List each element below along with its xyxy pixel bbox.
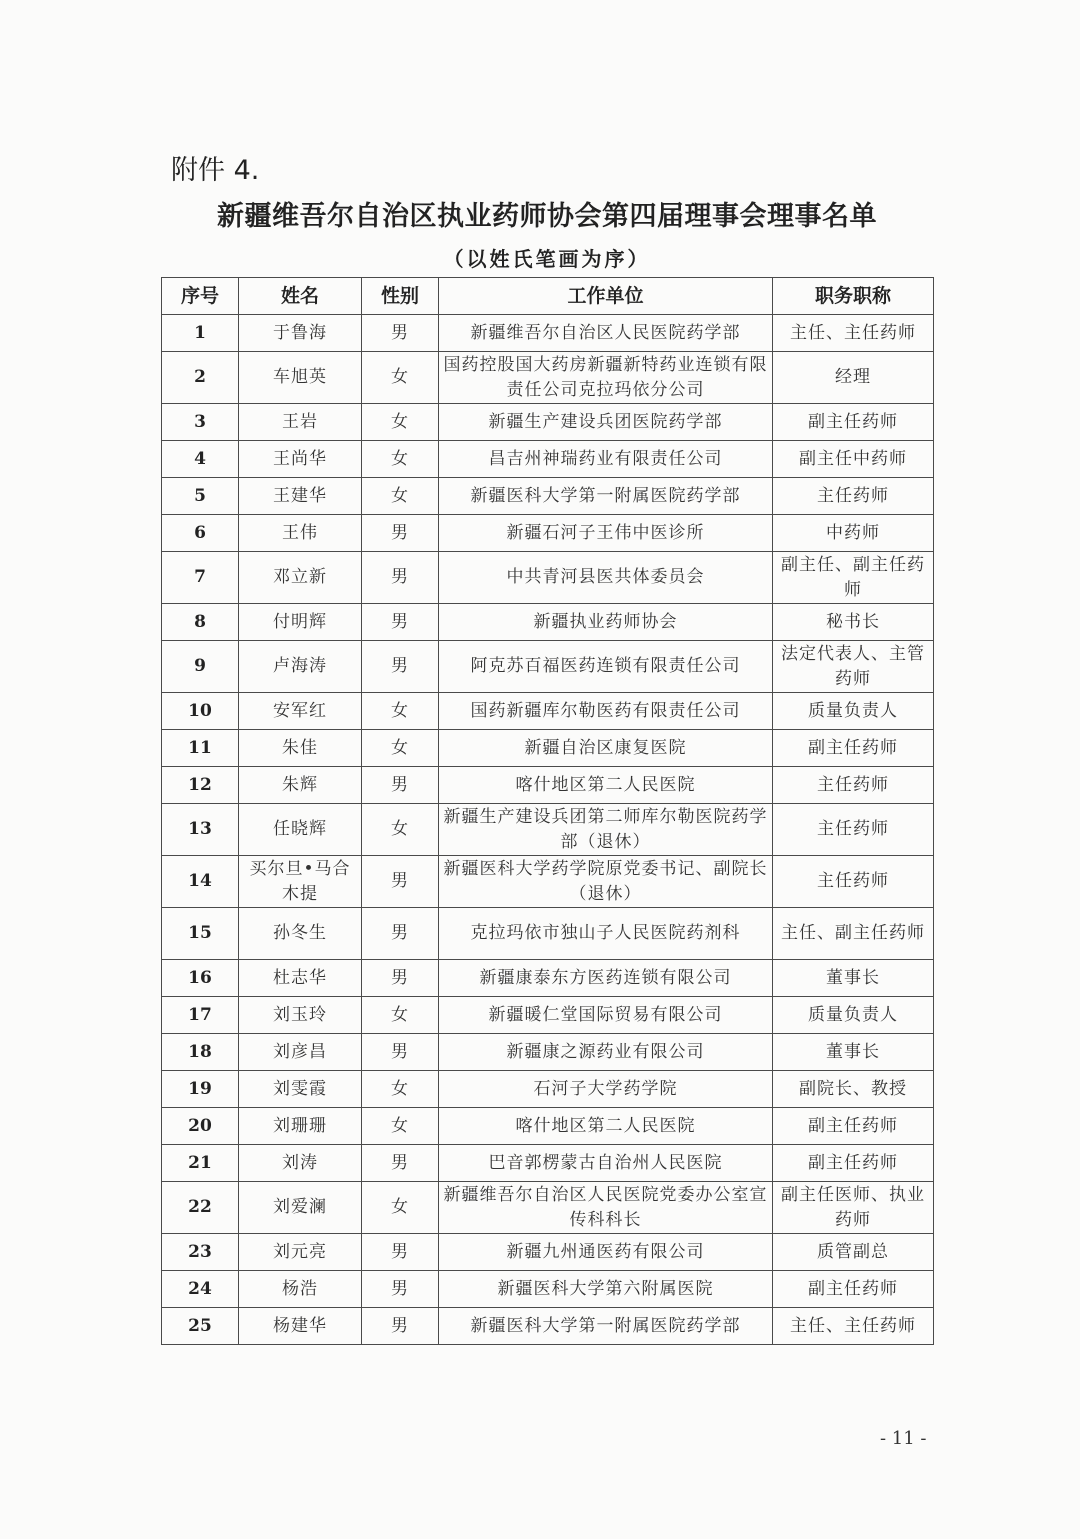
cell-work-unit: 新疆康泰东方医药连锁有限公司 — [439, 960, 773, 997]
cell-name: 杨建华 — [239, 1308, 362, 1345]
cell-gender: 男 — [362, 960, 439, 997]
cell-position-title: 副主任药师 — [773, 730, 934, 767]
cell-name: 王伟 — [239, 515, 362, 552]
cell-work-unit: 新疆医科大学第一附属医院药学部 — [439, 1308, 773, 1345]
cell-position-title: 主任药师 — [773, 767, 934, 804]
cell-gender: 男 — [362, 1308, 439, 1345]
cell-seq: 8 — [162, 604, 239, 641]
cell-work-unit: 新疆医科大学第六附属医院 — [439, 1271, 773, 1308]
table-row — [162, 767, 934, 804]
cell-name: 孙冬生 — [239, 908, 362, 960]
table-row — [162, 804, 934, 856]
cell-name: 刘涛 — [239, 1145, 362, 1182]
cell-gender: 女 — [362, 730, 439, 767]
cell-gender: 女 — [362, 1182, 439, 1234]
cell-gender: 女 — [362, 441, 439, 478]
table-row — [162, 1108, 934, 1145]
cell-seq: 1 — [162, 315, 239, 352]
table-row — [162, 552, 934, 604]
cell-gender: 男 — [362, 908, 439, 960]
cell-name: 刘玉玲 — [239, 997, 362, 1034]
cell-position-title: 质量负责人 — [773, 997, 934, 1034]
cell-work-unit: 新疆康之源药业有限公司 — [439, 1034, 773, 1071]
table-row — [162, 404, 934, 441]
cell-position-title: 经理 — [773, 352, 934, 404]
cell-gender: 女 — [362, 404, 439, 441]
cell-gender: 女 — [362, 478, 439, 515]
cell-name: 刘雯霞 — [239, 1071, 362, 1108]
cell-work-unit: 新疆自治区康复医院 — [439, 730, 773, 767]
header-gender: 性别 — [362, 278, 439, 315]
cell-gender: 男 — [362, 767, 439, 804]
table-row — [162, 1271, 934, 1308]
cell-position-title: 中药师 — [773, 515, 934, 552]
cell-work-unit: 克拉玛依市独山子人民医院药剂科 — [439, 908, 773, 960]
cell-seq: 6 — [162, 515, 239, 552]
cell-work-unit: 巴音郭楞蒙古自治州人民医院 — [439, 1145, 773, 1182]
cell-work-unit: 新疆医科大学药学院原党委书记、副院长（退休） — [439, 856, 773, 908]
cell-position-title: 法定代表人、主管药师 — [773, 641, 934, 693]
cell-gender: 男 — [362, 1145, 439, 1182]
header-name: 姓名 — [239, 278, 362, 315]
cell-gender: 男 — [362, 1034, 439, 1071]
table-row — [162, 856, 934, 908]
cell-work-unit: 新疆生产建设兵团第二师库尔勒医院药学部（退休） — [439, 804, 773, 856]
cell-position-title: 副主任药师 — [773, 1271, 934, 1308]
cell-position-title: 主任、主任药师 — [773, 315, 934, 352]
cell-position-title: 副主任医师、执业药师 — [773, 1182, 934, 1234]
cell-work-unit: 新疆九州通医药有限公司 — [439, 1234, 773, 1271]
cell-seq: 9 — [162, 641, 239, 693]
table-row — [162, 604, 934, 641]
header-position-title: 职务职称 — [773, 278, 934, 315]
cell-seq: 4 — [162, 441, 239, 478]
table-row — [162, 1234, 934, 1271]
cell-work-unit: 阿克苏百福医药连锁有限责任公司 — [439, 641, 773, 693]
cell-name: 刘爱澜 — [239, 1182, 362, 1234]
cell-gender: 男 — [362, 856, 439, 908]
cell-gender: 男 — [362, 515, 439, 552]
cell-gender: 男 — [362, 1234, 439, 1271]
cell-position-title: 主任、副主任药师 — [773, 908, 934, 960]
table-body — [162, 315, 934, 1345]
cell-gender: 男 — [362, 1271, 439, 1308]
cell-work-unit: 新疆执业药师协会 — [439, 604, 773, 641]
table-row — [162, 1145, 934, 1182]
cell-name: 杜志华 — [239, 960, 362, 997]
document-subtitle: （以姓氏笔画为序） — [443, 247, 651, 271]
cell-position-title: 主任药师 — [773, 856, 934, 908]
cell-gender: 女 — [362, 804, 439, 856]
cell-position-title: 副主任药师 — [773, 1108, 934, 1145]
cell-seq: 2 — [162, 352, 239, 404]
attachment-label: 附件 4. — [171, 155, 260, 186]
cell-seq: 25 — [162, 1308, 239, 1345]
cell-gender: 男 — [362, 315, 439, 352]
cell-name: 于鲁海 — [239, 315, 362, 352]
cell-name: 安军红 — [239, 693, 362, 730]
cell-seq: 17 — [162, 997, 239, 1034]
cell-work-unit: 国药新疆库尔勒医药有限责任公司 — [439, 693, 773, 730]
cell-seq: 24 — [162, 1271, 239, 1308]
table-row — [162, 478, 934, 515]
cell-work-unit: 新疆维吾尔自治区人民医院党委办公室宣传科科长 — [439, 1182, 773, 1234]
table-row — [162, 1034, 934, 1071]
header-work-unit: 工作单位 — [439, 278, 773, 315]
cell-work-unit: 新疆石河子王伟中医诊所 — [439, 515, 773, 552]
cell-name: 王岩 — [239, 404, 362, 441]
cell-name: 朱佳 — [239, 730, 362, 767]
table-row — [162, 441, 934, 478]
cell-name: 刘元亮 — [239, 1234, 362, 1271]
cell-work-unit: 喀什地区第二人民医院 — [439, 767, 773, 804]
cell-work-unit: 国药控股国大药房新疆新特药业连锁有限责任公司克拉玛依分公司 — [439, 352, 773, 404]
cell-position-title: 主任药师 — [773, 478, 934, 515]
cell-position-title: 副主任中药师 — [773, 441, 934, 478]
cell-work-unit: 新疆暖仁堂国际贸易有限公司 — [439, 997, 773, 1034]
cell-position-title: 董事长 — [773, 1034, 934, 1071]
cell-work-unit: 新疆医科大学第一附属医院药学部 — [439, 478, 773, 515]
cell-name: 付明辉 — [239, 604, 362, 641]
table-row — [162, 997, 934, 1034]
cell-seq: 13 — [162, 804, 239, 856]
cell-position-title: 质管副总 — [773, 1234, 934, 1271]
document-title: 新疆维吾尔自治区执业药师协会第四届理事会理事名单 — [217, 201, 877, 232]
cell-gender: 女 — [362, 997, 439, 1034]
cell-position-title: 质量负责人 — [773, 693, 934, 730]
cell-work-unit: 中共青河县医共体委员会 — [439, 552, 773, 604]
table-row — [162, 515, 934, 552]
cell-name: 买尔旦•马合木提 — [239, 856, 362, 908]
cell-seq: 16 — [162, 960, 239, 997]
cell-name: 朱辉 — [239, 767, 362, 804]
table-row — [162, 352, 934, 404]
cell-seq: 15 — [162, 908, 239, 960]
cell-name: 刘珊珊 — [239, 1108, 362, 1145]
council-member-table — [161, 277, 934, 1345]
page-number: - 11 - — [880, 1428, 927, 1449]
table-row — [162, 1182, 934, 1234]
cell-seq: 23 — [162, 1234, 239, 1271]
cell-seq: 5 — [162, 478, 239, 515]
cell-seq: 11 — [162, 730, 239, 767]
cell-name: 王建华 — [239, 478, 362, 515]
cell-seq: 21 — [162, 1145, 239, 1182]
cell-work-unit: 新疆维吾尔自治区人民医院药学部 — [439, 315, 773, 352]
cell-gender: 男 — [362, 641, 439, 693]
table-row — [162, 315, 934, 352]
cell-gender: 女 — [362, 1071, 439, 1108]
cell-position-title: 副主任、副主任药师 — [773, 552, 934, 604]
cell-work-unit: 喀什地区第二人民医院 — [439, 1108, 773, 1145]
cell-work-unit: 昌吉州神瑞药业有限责任公司 — [439, 441, 773, 478]
table-row — [162, 908, 934, 960]
cell-work-unit: 石河子大学药学院 — [439, 1071, 773, 1108]
cell-position-title: 主任药师 — [773, 804, 934, 856]
cell-seq: 14 — [162, 856, 239, 908]
cell-seq: 18 — [162, 1034, 239, 1071]
cell-name: 卢海涛 — [239, 641, 362, 693]
cell-seq: 12 — [162, 767, 239, 804]
cell-seq: 3 — [162, 404, 239, 441]
cell-position-title: 副主任药师 — [773, 1145, 934, 1182]
cell-name: 任晓辉 — [239, 804, 362, 856]
table-row — [162, 693, 934, 730]
cell-name: 车旭英 — [239, 352, 362, 404]
cell-position-title: 副主任药师 — [773, 404, 934, 441]
table-row — [162, 730, 934, 767]
table-row — [162, 641, 934, 693]
cell-position-title: 副院长、教授 — [773, 1071, 934, 1108]
cell-name: 邓立新 — [239, 552, 362, 604]
cell-seq: 19 — [162, 1071, 239, 1108]
cell-name: 刘彦昌 — [239, 1034, 362, 1071]
cell-position-title: 秘书长 — [773, 604, 934, 641]
cell-work-unit: 新疆生产建设兵团医院药学部 — [439, 404, 773, 441]
cell-gender: 女 — [362, 1108, 439, 1145]
cell-seq: 7 — [162, 552, 239, 604]
cell-seq: 20 — [162, 1108, 239, 1145]
header-seq: 序号 — [162, 278, 239, 315]
cell-seq: 22 — [162, 1182, 239, 1234]
cell-position-title: 主任、主任药师 — [773, 1308, 934, 1345]
table-row — [162, 1071, 934, 1108]
cell-name: 杨浩 — [239, 1271, 362, 1308]
cell-gender: 女 — [362, 352, 439, 404]
cell-position-title: 董事长 — [773, 960, 934, 997]
cell-gender: 女 — [362, 693, 439, 730]
cell-gender: 男 — [362, 604, 439, 641]
table-row — [162, 1308, 934, 1345]
cell-seq: 10 — [162, 693, 239, 730]
cell-name: 王尚华 — [239, 441, 362, 478]
table-row — [162, 960, 934, 997]
cell-gender: 男 — [362, 552, 439, 604]
table-header-row — [162, 278, 934, 315]
